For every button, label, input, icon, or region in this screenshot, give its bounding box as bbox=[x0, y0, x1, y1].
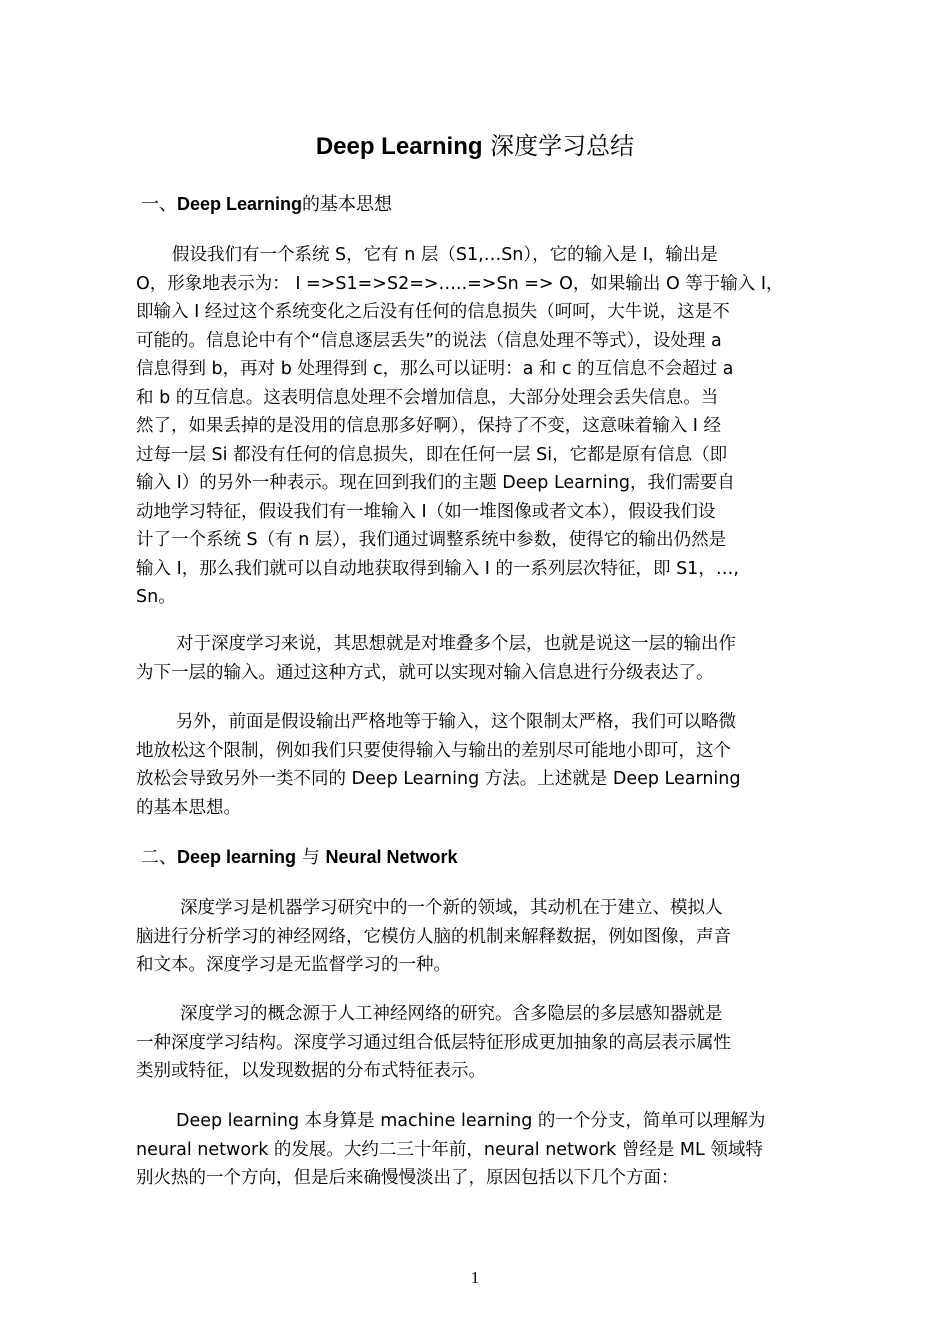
paragraph-3 bbox=[136, 708, 816, 822]
paragraph-line: 即输入 I 经过这个系统变化之后没有任何的信息损失（呵呵，大牛说，这是不 bbox=[136, 302, 730, 322]
section-2-mid: 与 bbox=[296, 847, 326, 868]
paragraph-line: 对于深度学习来说，其思想就是对堆叠多个层，也就是说这一层的输出作 bbox=[176, 634, 736, 654]
paragraph-line: Deep learning 本身算是 machine learning 的一个分支，简单可以理解为 bbox=[176, 1111, 766, 1131]
paragraph-line: 放松会导致另外一类不同的 Deep Learning 方法。上述就是 Deep Learning bbox=[136, 769, 741, 789]
title-chinese: 深度学习总结 bbox=[482, 132, 635, 160]
paragraph-line: 然了，如果丢掉的是没用的信息那多好啊），保持了不变，这意味着输入 I 经 bbox=[136, 416, 722, 436]
section-2-prefix: 二、 bbox=[141, 847, 177, 868]
paragraph-1 bbox=[136, 241, 816, 612]
paragraph-line: 深度学习的概念源于人工神经网络的研究。含多隐层的多层感知器就是 bbox=[180, 1004, 723, 1024]
paragraph-4 bbox=[136, 894, 816, 980]
paragraph-line: 别火热的一个方向，但是后来确慢慢淡出了，原因包括以下几个方面： bbox=[136, 1168, 679, 1188]
paragraph-line: neural network 的发展。大约二三十年前，neural network 曾经是 ML 领域特 bbox=[136, 1139, 763, 1160]
paragraph-line: 计了一个系统 S（有 n 层），我们通过调整系统中参数，使得它的输出仍然是 bbox=[136, 530, 727, 550]
document-title bbox=[0, 128, 950, 165]
paragraph-line: Sn。 bbox=[136, 587, 176, 607]
paragraph-line: 一种深度学习结构。深度学习通过组合低层特征形成更加抽象的高层表示属性 bbox=[136, 1032, 731, 1053]
paragraph-line: 的基本思想。 bbox=[136, 797, 241, 818]
paragraph-line: 地放松这个限制，例如我们只要使得输入与输出的差别尽可能地小即可，这个 bbox=[136, 740, 731, 761]
section-2-latin-1: Deep learning bbox=[177, 847, 297, 867]
section-1-suffix: 的基本思想 bbox=[302, 194, 393, 215]
section-heading-1 bbox=[141, 190, 392, 219]
paragraph-line: 为下一层的输入。通过这种方式，就可以实现对输入信息进行分级表达了。 bbox=[136, 662, 714, 683]
paragraph-2 bbox=[136, 630, 816, 687]
paragraph-line: 深度学习是机器学习研究中的一个新的领域，其动机在于建立、模拟人 bbox=[180, 898, 723, 918]
paragraph-line: 和 b 的互信息。这表明信息处理不会增加信息，大部分处理会丢失信息。当 bbox=[136, 387, 719, 408]
paragraph-line: 另外，前面是假设输出严格地等于输入，这个限制太严格，我们可以略微 bbox=[176, 712, 736, 732]
section-heading-2 bbox=[141, 843, 458, 872]
paragraph-6 bbox=[136, 1107, 816, 1193]
paragraph-line: 类别或特征，以发现数据的分布式特征表示。 bbox=[136, 1061, 486, 1081]
paragraph-line: 输入 I，那么我们就可以自动地获取得到输入 I 的一系列层次特征，即 S1，…, bbox=[136, 558, 739, 579]
paragraph-line: 输入 I）的另外一种表示。现在回到我们的主题 Deep Learning，我们需要自 bbox=[136, 473, 735, 493]
paragraph-line: 假设我们有一个系统 S，它有 n 层（S1,…Sn），它的输入是 I，输出是 bbox=[172, 245, 718, 265]
section-2-latin-2: Neural Network bbox=[325, 847, 458, 867]
paragraph-5 bbox=[136, 1000, 816, 1086]
paragraph-line: 可能的。信息论中有个“信息逐层丢失”的说法（信息处理不等式），设处理 a bbox=[136, 330, 722, 351]
paragraph-line: 和文本。深度学习是无监督学习的一种。 bbox=[136, 955, 451, 975]
paragraph-line: 过每一层 Si 都没有任何的信息损失，即在任何一层 Si，它都是原有信息（即 bbox=[136, 444, 728, 465]
paragraph-line: 脑进行分析学习的神经网络，它模仿人脑的机制来解释数据，例如图像，声音 bbox=[136, 926, 731, 947]
paragraph-line: 信息得到 b，再对 b 处理得到 c，那么可以证明：a 和 c 的互信息不会超过 a bbox=[136, 359, 734, 379]
paragraph-line: 动地学习特征，假设我们有一堆输入 I（如一堆图像或者文本），假设我们设 bbox=[136, 501, 716, 522]
title-latin: Deep Learning bbox=[315, 133, 483, 160]
paragraph-line: O，形象地表示为： I =>S1=>S2=>…..=>Sn => O，如果输出 O 等于输入 I， bbox=[136, 273, 784, 294]
page-number: 1 bbox=[470, 1268, 480, 1287]
section-1-latin: Deep Learning bbox=[177, 194, 303, 214]
section-1-prefix: 一、 bbox=[141, 194, 177, 215]
